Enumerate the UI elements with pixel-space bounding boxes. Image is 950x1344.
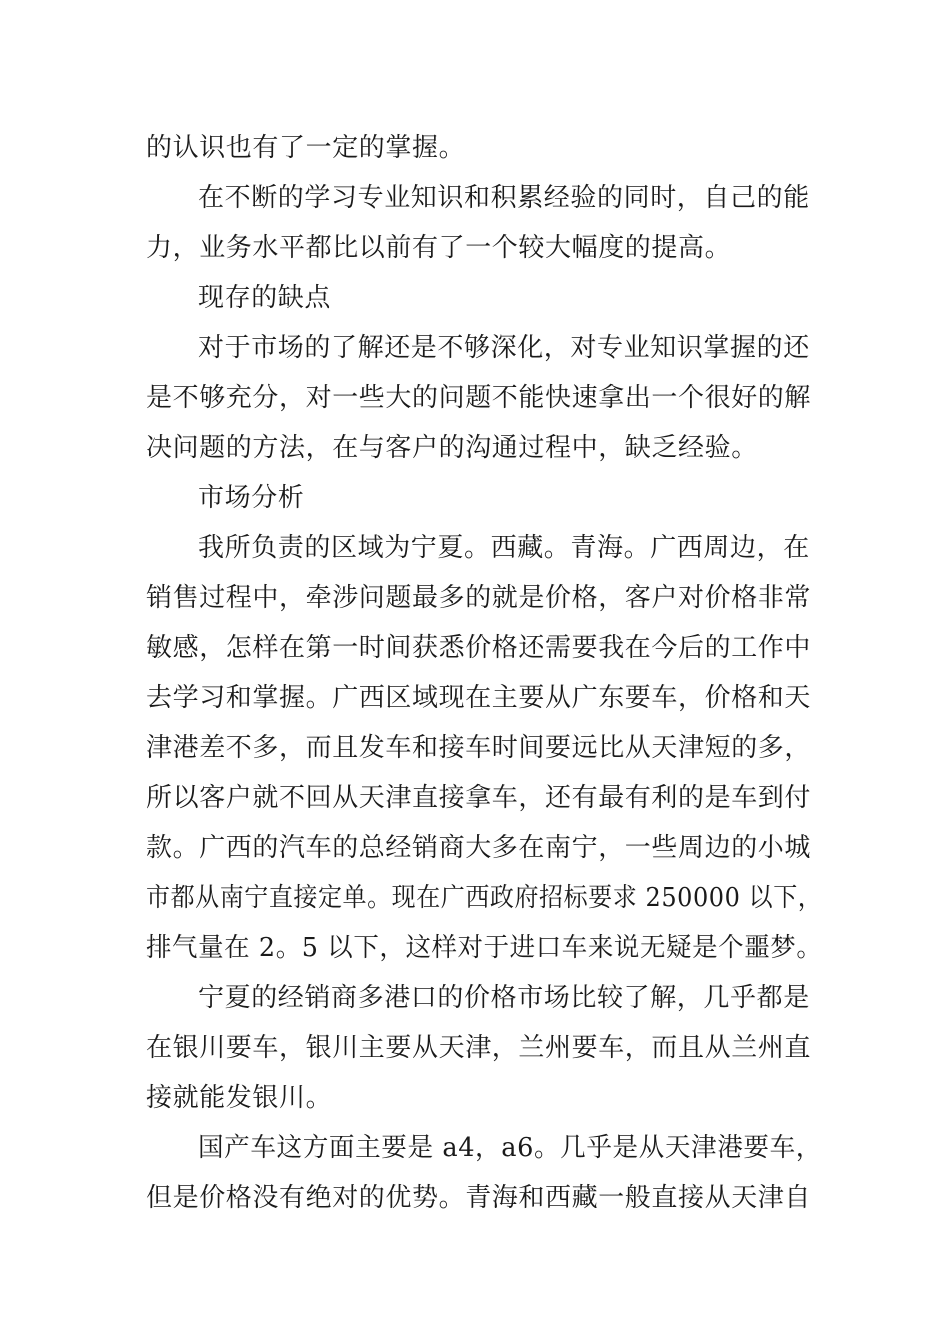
text-line: 我所负责的区域为宁夏。西藏。青海。广西周边，在 — [198, 533, 810, 563]
text-line: 在不断的学习专业知识和积累经验的同时，自己的能 — [198, 183, 810, 213]
text-line: 津港差不多，而且发车和接车时间要远比从天津短的多， — [146, 733, 812, 763]
text-line: 但是价格没有绝对的优势。青海和西藏一般直接从天津自 — [146, 1183, 812, 1213]
text-line: 接就能发银川。 — [146, 1083, 333, 1113]
text-line: 所以客户就不回从天津直接拿车，还有最有利的是车到付 — [146, 783, 812, 813]
text-line: 宁夏的经销商多港口的价格市场比较了解，几乎都是 — [198, 983, 810, 1013]
text-line: 敏感，怎样在第一时间获悉价格还需要我在今后的工作中 — [146, 633, 812, 663]
text-line: 在银川要车，银川主要从天津，兰州要车，而且从兰州直 — [146, 1033, 812, 1063]
text-line: 对于市场的了解还是不够深化，对专业知识掌握的还 — [198, 333, 810, 363]
text-line: 去学习和掌握。广西区域现在主要从广东要车，价格和天 — [146, 683, 812, 713]
text-line: 款。广西的汽车的总经销商大多在南宁，一些周边的小城 — [146, 833, 812, 863]
text-line: 销售过程中，牵涉问题最多的就是价格，客户对价格非常 — [146, 583, 812, 613]
text-line: 的认识也有了一定的掌握。 — [146, 133, 466, 163]
text-line: 国产车这方面主要是 a4，a6。几乎是从天津港要车， — [198, 1133, 822, 1163]
text-line: 决问题的方法，在与客户的沟通过程中，缺乏经验。 — [146, 433, 758, 463]
text-line: 排气量在 2。5 以下，这样对于进口车来说无疑是个噩梦。 — [146, 933, 823, 963]
text-line: 市都从南宁直接定单。现在广西政府招标要求 250000 以下， — [146, 883, 823, 913]
section-heading: 现存的缺点 — [198, 283, 332, 313]
text-line: 是不够充分，对一些大的问题不能快速拿出一个很好的解 — [146, 383, 812, 413]
text-line: 力，业务水平都比以前有了一个较大幅度的提高。 — [146, 233, 732, 263]
section-heading: 市场分析 — [198, 483, 305, 513]
